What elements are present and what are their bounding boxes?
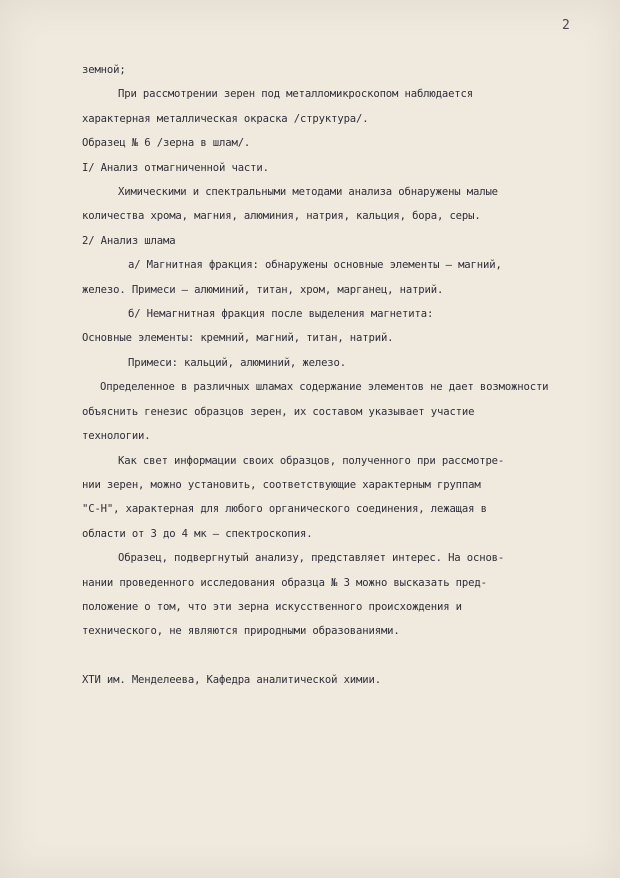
text-line: технологии. [82,430,151,443]
text-line: области от 3 до 4 мк – спектроскопия. [82,527,313,540]
text-line: Образец, подвергнутый анализу, представляет интерес. На основ- [118,552,505,565]
text-line: объяснить генезис образцов зерен, их составом указывает участие [82,405,475,418]
text-line: Основные элементы: кремний, магний, титан, натрий. [82,332,394,345]
text-line: "С-Н", характерная для любого органического соединения, лежащая в [82,503,487,516]
page-number: 2 [562,18,570,33]
text-line: технического, не являются природными образованиями. [82,625,400,638]
typewritten-body [82,58,587,692]
text-line: Химическими и спектральными методами анализа обнаружены малые [118,186,498,199]
section-heading: 2/ Анализ шлама [82,234,176,247]
text-line: Образец № 6 /зерна в шлам/. [82,137,251,150]
text-line: Как свет информации своих образцов, полученного при рассмотре- [118,454,505,467]
text-line: количества хрома, магния, алюминия, натрия, кальция, бора, серы. [82,210,481,223]
text-line: нии зерен, можно установить, соответствующие характерным группам [82,478,481,491]
section-heading: I/ Анализ отмагниченной части. [82,161,269,174]
text-line: а/ Магнитная фракция: обнаружены основные элементы – магний, [128,259,502,272]
text-line: земной; [82,64,126,76]
text-line: положение о том, что эти зерна искусственного происхождения и [82,600,462,613]
signature-line: ХТИ им. Менделеева, Кафедра аналитической химии. [82,673,381,686]
text-line: Определенное в различных шламах содержание элементов не дает возможности [100,381,549,394]
text-line: При рассмотрении зерен под металломикроскопом наблюдается [118,88,473,101]
text-line: железо. Примеси – алюминий, титан, хром, марганец, натрий. [82,283,444,296]
text-line: Примеси: кальций, алюминий, железо. [128,356,346,369]
text-line: б/ Немагнитная фракция после выделения магнетита: [128,308,434,321]
text-line: нании проведенного исследования образца № 3 можно высказать пред- [82,576,487,589]
text-line: характерная металлическая окраска /структура/. [82,112,369,125]
